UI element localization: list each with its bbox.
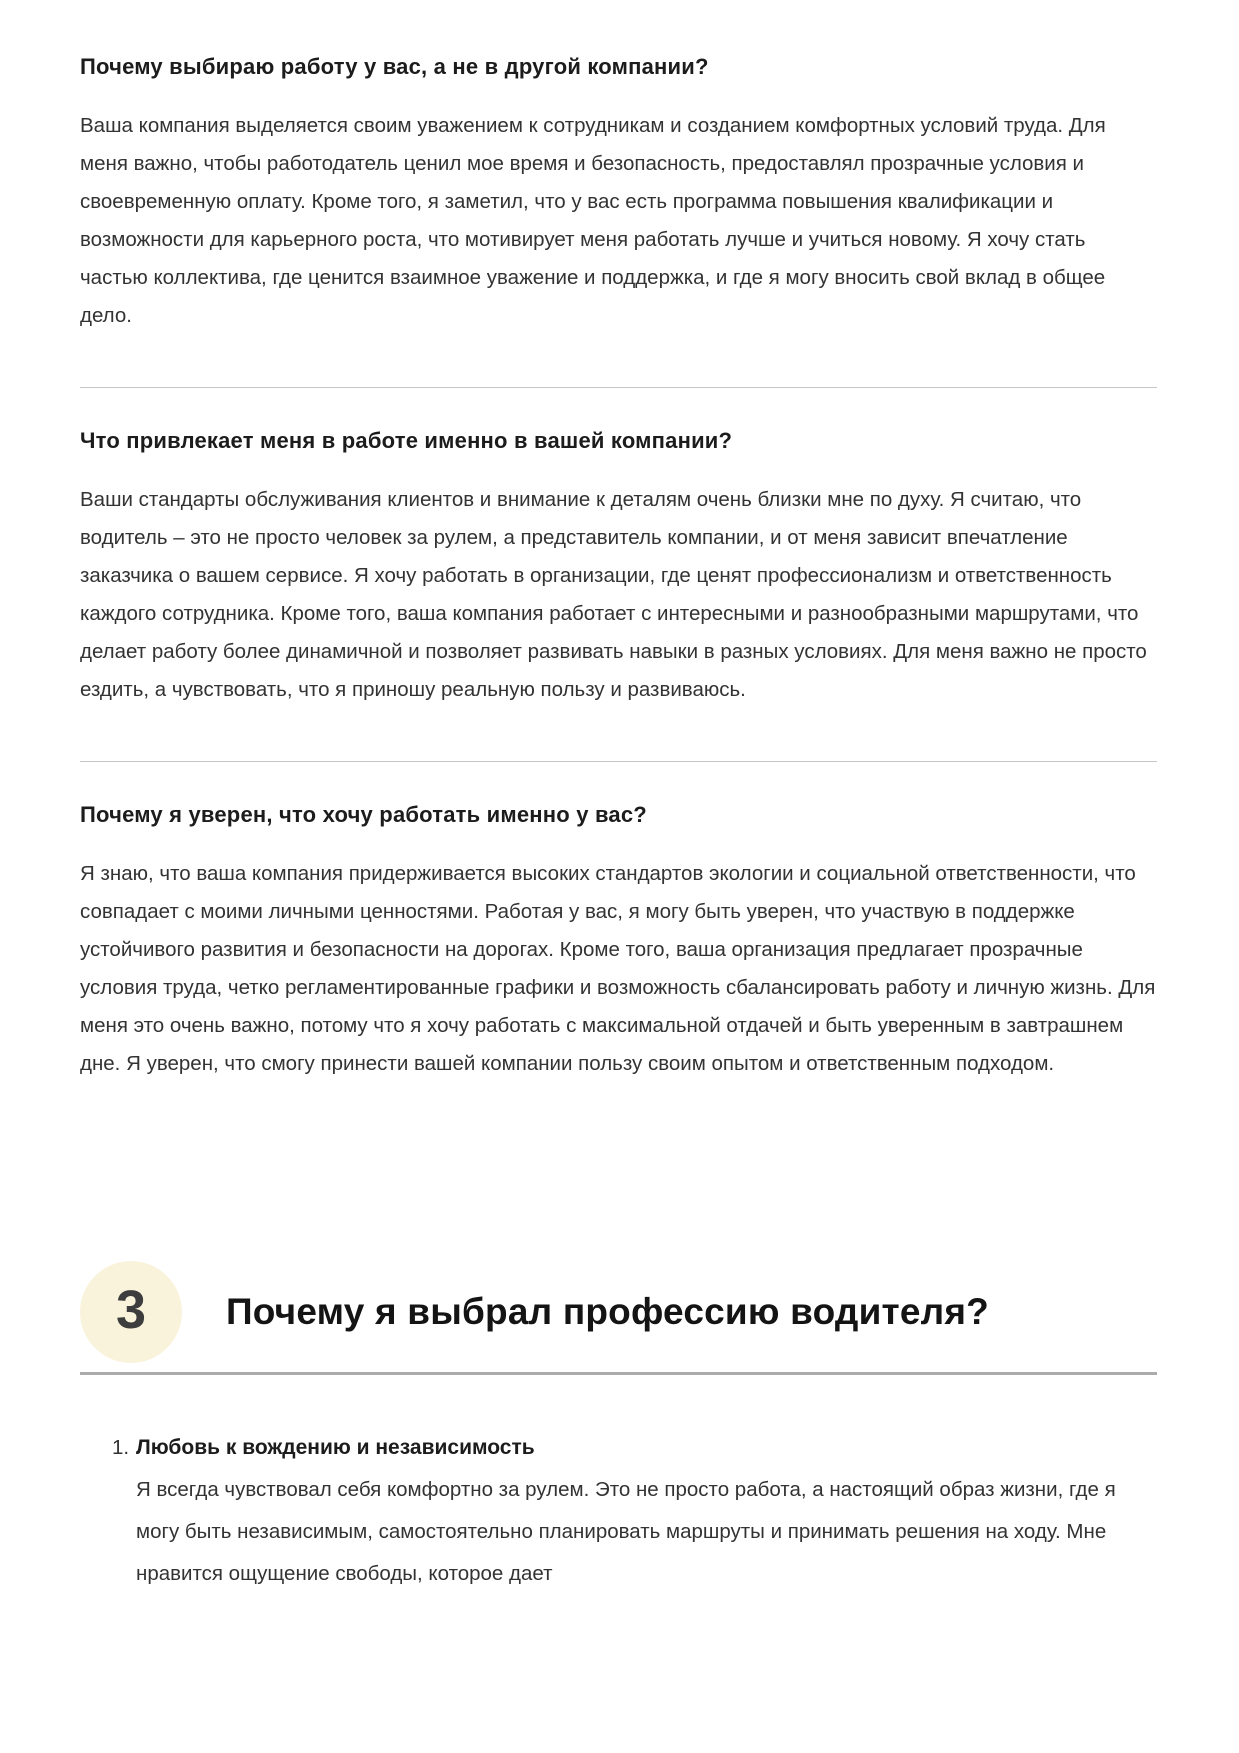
question-heading-1: Почему выбираю работу у вас, а не в другой компании?	[80, 54, 709, 79]
list-item-body: Я всегда чувствовал себя комфортно за рулем. Это не просто работа, а настоящий образ жизни, где я могу быть независимым, самостоятельно планировать маршруты и принимать решения на ходу. Мне нравится ощущение свободы, которое дает	[136, 1478, 1116, 1585]
qa-section-3	[80, 802, 1157, 1083]
answer-paragraph-2: Ваши стандарты обслуживания клиентов и внимание к деталям очень близки мне по духу. Я считаю, что водитель – это не просто человек за рулем, а представитель компании, и от меня зависит впечатление заказчика о вашем сервисе. Я хочу работать в организации, где ценят профессионализм и ответственность каждого сотрудника. Кроме того, ваша компания работает с интересными и разнообразными маршрутами, что делает работу более динамичной и позволяет развивать навыки в разных условиях. Для меня важно не просто ездить, а чувствовать, что я приношу реальную пользу и развиваюсь.	[80, 488, 1147, 701]
divider-2	[80, 761, 1157, 762]
chapter-number: 3	[115, 1280, 147, 1340]
list-item-title: Любовь к вождению и независимость	[136, 1436, 535, 1459]
vertical-spacer	[80, 1083, 1157, 1261]
answer-paragraph-3: Я знаю, что ваша компания придерживается высоких стандартов экологии и социальной ответственности, что совпадает с моими личными ценностями. Работая у вас, я могу быть уверен, что участвую в поддержке устойчивого развития и безопасности на дорогах. Кроме того, ваша организация предлагает прозрачные условия труда, четко регламентированные графики и возможность сбалансировать работу и личную жизнь. Для меня это очень важно, потому что я хочу работать с максимальной отдачей и быть уверенным в завтрашнем дне. Я уверен, что смогу принести вашей компании пользу своим опытом и ответственным подходом.	[80, 862, 1156, 1075]
list-item-content	[136, 1427, 1157, 1595]
question-heading-3: Почему я уверен, что хочу работать именно у вас?	[80, 802, 647, 827]
list-item	[112, 1427, 1157, 1595]
numbered-list	[80, 1427, 1157, 1595]
chapter-divider	[80, 1372, 1157, 1375]
chapter-number-badge	[80, 1261, 182, 1363]
qa-section-2	[80, 428, 1157, 709]
chapter-title: Почему я выбрал профессию водителя?	[226, 1291, 989, 1332]
divider-1	[80, 387, 1157, 388]
question-heading-2: Что привлекает меня в работе именно в вашей компании?	[80, 428, 733, 453]
qa-section-1	[80, 54, 1157, 335]
answer-paragraph-1: Ваша компания выделяется своим уважением к сотрудникам и созданием комфортных условий труда. Для меня важно, чтобы работодатель ценил мое время и безопасность, предоставлял прозрачные условия и своевременную оплату. Кроме того, я заметил, что у вас есть программа повышения квалификации и возможности для карьерного роста, что мотивирует меня работать лучше и учиться новому. Я хочу стать частью коллектива, где ценится взаимное уважение и поддержка, и где я могу вносить свой вклад в общее дело.	[80, 114, 1106, 327]
chapter-header	[80, 1261, 1157, 1363]
list-item-number: 1.	[112, 1436, 130, 1459]
